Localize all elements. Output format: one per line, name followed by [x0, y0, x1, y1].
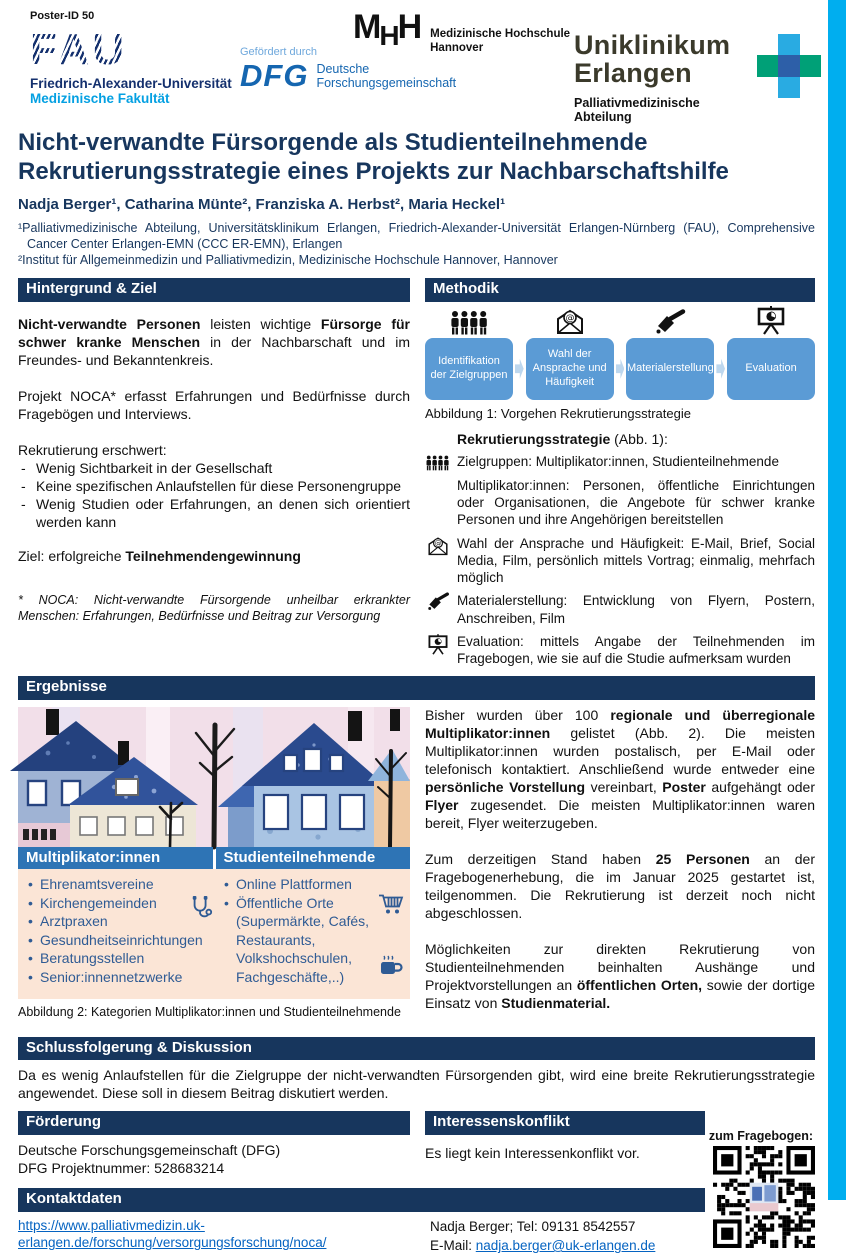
contact-heading: Kontaktdaten — [18, 1188, 705, 1212]
method-item-evaluation: Evaluation: mittels Angabe der Teilnehmenden im Fragebogen, wie sie auf die Studie aufmerksam wurden — [425, 633, 815, 668]
strategy-lead: Rekrutierungsstrategie (Abb. 1): — [457, 430, 668, 447]
fau-faculty-name: Medizinische Fakultät — [30, 91, 170, 106]
poster-header — [18, 0, 815, 125]
funding-line2: DFG Projektnummer: 528683214 — [18, 1159, 225, 1176]
funding-heading: Förderung — [18, 1111, 410, 1135]
section-coi — [425, 1111, 705, 1177]
coffee-cup-icon — [380, 955, 404, 982]
results-text — [425, 707, 815, 1031]
uke-department: Palliativmedizinische Abteilung — [574, 96, 700, 125]
section-funding — [18, 1111, 410, 1177]
affiliation-1: ¹Palliativmedizinische Abteilung, Universitätsklinikum Erlangen, Friedrich-Alexander-Universität Erlangen-Nürnberg (FAU), Comprehensive Cancer Center Erlangen-EMN (CCC ER-EMN), Erlangen — [18, 220, 815, 251]
multipliers-list — [26, 875, 206, 987]
list-item: - Keine spezifischen Anlaufstellen für diese Personengruppe — [18, 478, 410, 496]
mhh-logo — [353, 10, 570, 56]
right-accent-bar — [828, 0, 846, 1200]
fig2-caption: Abbildung 2: Kategorien Multiplikator:innen und Studienteilnehmende — [18, 1004, 401, 1019]
contact-email-link[interactable]: nadja.berger@uk-erlangen.de — [475, 1238, 656, 1254]
conclusion-heading: Schlussfolgerung & Diskussion — [18, 1037, 815, 1061]
list-item: - Wenig Sichtbarkeit in der Gesellschaft — [18, 460, 410, 478]
people-group-icon — [425, 453, 450, 471]
results-heading: Ergebnisse — [18, 676, 815, 700]
flow-step-2 — [526, 306, 614, 400]
background-p1: Nicht-verwandte Personen leisten wichtige Fürsorge für schwer kranke Menschen in der Nachbarschaft und im Freundes- und Bekanntenkreis. — [18, 315, 411, 368]
flow-step-3 — [626, 306, 714, 400]
participants-list — [222, 875, 402, 987]
shopping-cart-icon — [378, 893, 404, 920]
flow-step-4 — [727, 306, 815, 400]
list-item: • Öffentliche Orte (Supermärkte, Cafés, Restaurants, Volkshochschulen, Fachgeschäfte,..) — [222, 894, 402, 987]
background-bullet-list — [18, 460, 410, 532]
method-item-targets: Zielgruppen: Multiplikator:innen, Studienteilnehmende — [425, 453, 815, 471]
mail-at-icon — [555, 306, 585, 338]
uke-cross-icon — [757, 34, 815, 98]
fig2-houses-illustration — [18, 707, 410, 847]
presentation-chart-icon — [757, 306, 785, 338]
method-item-multipliers: Multiplikator:innen: Personen, öffentliche Einrichtungen oder Organisationen, die Angebote für schwer kranke Personen und ihre Angehörigen bereitstellen — [457, 477, 815, 528]
uniklinikum-erlangen-logo — [574, 32, 815, 124]
poster-id: Poster-ID 50 — [30, 10, 95, 22]
background-goal: Ziel: erfolgreiche Teilnehmendengewinnung — [18, 547, 301, 564]
methods-heading: Methodik — [425, 278, 815, 302]
list-item: - Wenig Studien oder Erfahrungen, an denen sich orientiert werden kann — [18, 496, 410, 532]
table-header-multipliers: Multiplikator:innen — [18, 847, 213, 869]
affiliation-2: ²Institut für Allgemeinmedizin und Palliativmedizin, Medizinische Hochschule Hannover, Hannover — [18, 253, 558, 268]
list-item: • Arztpraxen — [26, 912, 206, 931]
svg-text:@: @ — [565, 313, 575, 324]
background-heading: Hintergrund & Ziel — [18, 278, 410, 302]
project-url-link[interactable]: https://www.palliativmedizin.uk-erlangen.de/forschung/versorgungsforschung/noca/ — [18, 1217, 327, 1251]
dfg-name: Deutsche Forschungsgemeinschaft — [316, 62, 457, 91]
qr-label: zum Fragebogen: — [708, 1129, 813, 1144]
fau-university-name: Friedrich-Alexander-Universität — [30, 76, 232, 91]
fig2-table-body — [18, 869, 410, 999]
results-p1: Bisher wurden über 100 regionale und überregionale Multiplikator:innen gelistet (Abb. 2). Die meisten Multiplikator:innen wurden postalisch, per E-Mail oder telefonisch kontaktiert. Anschließend wurde entweder eine persönliche Vorstellung vereinbart, Poster aufgehängt oder Flyer zugesendet. Die meisten Multiplikator:innen waren bereit, Flyer weiterzugeben. — [425, 706, 815, 831]
coi-text: Es liegt kein Interessenkonflikt vor. — [425, 1144, 640, 1161]
fig2-block — [18, 707, 410, 1031]
poster-title: Nicht-verwandte Fürsorgende als Studienteilnehmende Rekrutierungsstrategie eines Projekts zur Nachbarschaftshilfe — [18, 129, 729, 186]
fig1-caption: Abbildung 1: Vorgehen Rekrutierungsstrategie — [425, 405, 691, 421]
list-item: • Beratungsstellen — [26, 949, 206, 968]
contact-person — [430, 1217, 655, 1256]
flow-box-identification: Identifikation der Zielgruppen — [425, 338, 513, 400]
qr-code — [713, 1146, 815, 1248]
authors-line: Nadja Berger¹, Catharina Münte², Franziska A. Herbst², Maria Heckel¹ — [18, 195, 506, 213]
list-item: • Gesundheitseinrichtungen — [26, 931, 206, 950]
flow-step-1 — [425, 306, 513, 400]
uke-name: Uniklinikum Erlangen — [574, 30, 731, 88]
noca-footnote: * NOCA: Nicht-verwandte Fürsorgende unheilbar erkrankter Menschen: Erfahrungen, Bedürfnisse und Beitrag zur Versorgung — [18, 592, 410, 623]
list-item: • Online Plattformen — [222, 875, 402, 894]
contact-name-phone: Nadja Berger; Tel: 09131 8542557 — [430, 1218, 636, 1234]
people-group-icon — [449, 306, 489, 338]
stethoscope-icon — [190, 895, 212, 925]
mhh-wordmark-icon: $M_HH$ — [353, 8, 421, 51]
svg-text:@: @ — [434, 538, 441, 547]
section-background — [18, 278, 410, 667]
dfg-wordmark-icon: DFG — [240, 58, 309, 94]
method-item-material: Materialerstellung: Entwicklung von Flyern, Postern, Anschreiben, Film — [425, 592, 815, 627]
background-p2: Projekt NOCA* erfasst Erfahrungen und Bedürfnisse durch Fragebögen und Interviews. — [18, 387, 410, 422]
fig1-flowchart — [425, 306, 815, 400]
flow-arrow-icon — [716, 359, 725, 379]
list-item: • Kirchengemeinden — [26, 894, 206, 913]
flow-arrow-icon — [616, 359, 625, 379]
conclusion-text: Da es wenig Anlaufstellen für die Zielgruppe der nicht-verwandten Fürsorgenden gibt, wird eine breite Rekrutierungsstrategie angewendet. Diese soll in diesem Beitrag diskutiert werden. — [18, 1067, 815, 1102]
mhh-name: Medizinische Hochschule Hannover — [430, 28, 571, 54]
dfg-funded-by-label: Gefördert durch — [240, 46, 318, 58]
mail-at-icon — [425, 535, 450, 587]
affiliations — [18, 220, 815, 269]
paintbrush-icon — [425, 592, 450, 627]
coi-heading: Interessenskonflikt — [425, 1111, 705, 1135]
results-p3: Möglichkeiten zur direkten Rekrutierung von Studienteilnehmenden beinhalten Aushänge und Projektvorstellungen an öffentlichen Orten, sowie der dortige Einsatz von Studienmaterial. — [425, 940, 815, 1011]
email-label: E-Mail: — [430, 1238, 476, 1254]
paintbrush-icon — [655, 306, 685, 338]
flow-arrow-icon — [515, 359, 524, 379]
flow-box-material: Materialerstellung — [626, 338, 714, 400]
table-header-participants: Studienteilnehmende — [216, 847, 411, 869]
method-item-approach: @ Wahl der Ansprache und Häufigkeit: E-Mail, Brief, Social Media, Film, persönlich mittels Vortrag; einmalig, mehrfach möglich — [425, 535, 815, 587]
presentation-chart-icon — [425, 633, 450, 668]
list-item: • Ehrenamtsvereine — [26, 875, 206, 894]
fau-wordmark-icon: FAU — [30, 28, 232, 72]
flow-box-approach: Wahl der Ansprache und Häufigkeit — [526, 338, 614, 400]
background-recruit-lead: Rekrutierung erschwert: — [18, 441, 167, 458]
fig2-table-headers — [18, 847, 410, 869]
section-methods — [425, 278, 815, 667]
fau-logo — [30, 25, 232, 106]
list-item: • Senior:innennetzwerke — [26, 968, 206, 987]
qr-block — [705, 1111, 815, 1256]
funding-line1: Deutsche Forschungsgemeinschaft (DFG) — [18, 1141, 281, 1158]
flow-box-evaluation: Evaluation — [727, 338, 815, 400]
results-p2: Zum derzeitigen Stand haben 25 Personen an der Fragebogenerhebung, die im Januar 2025 gestartet ist, teilgenommen. Die Rekrutierung ist derzeit noch nicht abgeschlossen. — [425, 850, 815, 921]
